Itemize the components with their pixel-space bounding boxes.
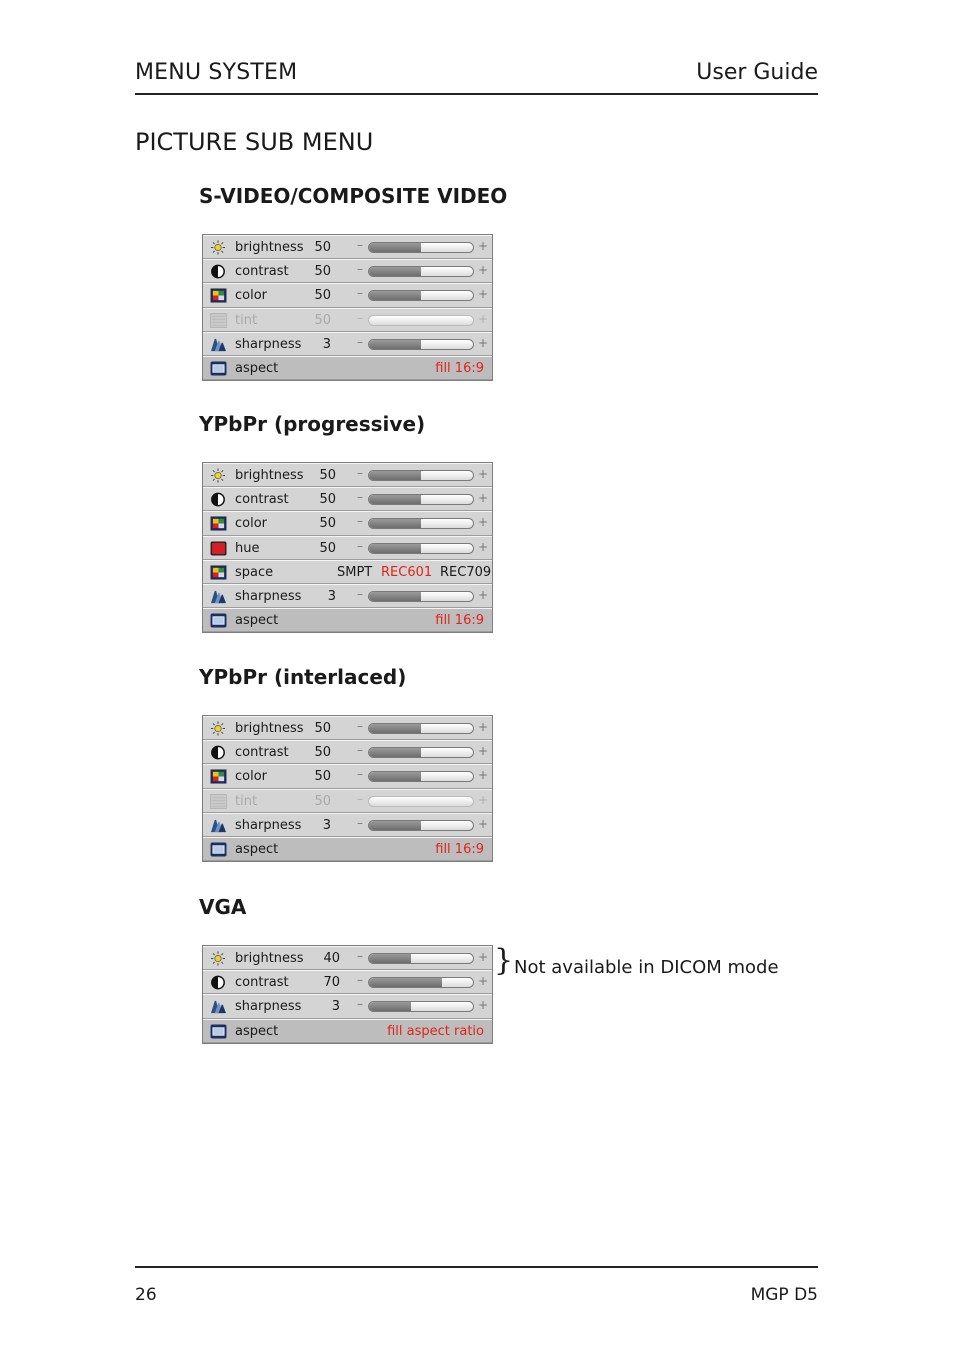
row-value: 50: [319, 492, 336, 508]
plus-glyph: +: [478, 950, 489, 964]
menu-row-contrast[interactable]: [203, 259, 492, 283]
menu-row-brightness[interactable]: [203, 463, 492, 487]
row-label: sharpness: [235, 588, 302, 604]
sun-icon: [210, 951, 226, 966]
aspect-icon: [210, 1024, 226, 1039]
minus-glyph: –: [357, 538, 363, 553]
slider-fill: [369, 748, 421, 757]
slider-fill: [369, 592, 421, 601]
minus-glyph: –: [357, 815, 363, 830]
menu-row-brightness[interactable]: [203, 946, 492, 970]
row-value: 70: [323, 975, 340, 991]
slider-track[interactable]: [368, 290, 474, 301]
plus-glyph: +: [478, 335, 489, 350]
hue-icon: [210, 541, 226, 556]
plus-glyph: +: [478, 467, 489, 481]
menu-row-color[interactable]: [203, 511, 492, 535]
minus-glyph: –: [357, 286, 363, 301]
slider-track[interactable]: [368, 953, 474, 964]
contrast-icon: [210, 492, 226, 507]
aspect-setting[interactable]: fill 16:9: [435, 613, 484, 629]
minus-glyph: –: [357, 586, 363, 601]
sun-icon: [210, 468, 226, 483]
row-label: tint: [235, 312, 258, 328]
menu-row-space[interactable]: [203, 560, 492, 584]
footer-product: MGP D5: [750, 1285, 818, 1305]
plus-glyph: +: [478, 998, 489, 1013]
plus-glyph: +: [478, 539, 489, 554]
menu-ypbpr-progressive: [202, 462, 493, 633]
header-section-label: MENU SYSTEM: [135, 60, 298, 85]
slider-fill: [369, 243, 421, 252]
contrast-icon: [210, 745, 226, 760]
slider-fill: [369, 954, 411, 963]
menu-row-color[interactable]: [203, 283, 492, 307]
menu-row-aspect[interactable]: [203, 356, 492, 380]
row-label: brightness: [235, 468, 304, 483]
sharpness-icon: [210, 337, 226, 352]
minus-glyph: –: [357, 334, 363, 349]
tint-icon: [210, 794, 226, 809]
row-label: aspect: [235, 360, 279, 376]
row-value: 3: [331, 999, 340, 1015]
slider-fill: [369, 821, 421, 830]
minus-glyph: –: [357, 238, 363, 252]
slider-track[interactable]: [368, 242, 474, 253]
header-rule: [135, 93, 818, 95]
minus-glyph: –: [357, 310, 363, 325]
contrast-icon: [210, 264, 226, 279]
row-value: 50: [314, 312, 331, 328]
slider-fill: [369, 471, 421, 480]
row-value: 50: [314, 240, 331, 255]
color-icon: [210, 288, 226, 303]
menu-row-color[interactable]: [203, 764, 492, 788]
slider-fill: [369, 544, 421, 553]
row-label: contrast: [235, 264, 289, 280]
minus-glyph: –: [357, 262, 363, 277]
minus-glyph: –: [357, 973, 363, 988]
row-value: 40: [323, 951, 340, 966]
aspect-setting[interactable]: fill 16:9: [435, 841, 484, 857]
menu-row-aspect[interactable]: [203, 1019, 492, 1043]
sun-icon: [210, 240, 226, 255]
plus-glyph: +: [478, 816, 489, 831]
row-value: 50: [314, 793, 331, 809]
slider-fill: [369, 724, 421, 733]
row-label: space: [235, 564, 274, 580]
sharpness-icon: [210, 818, 226, 833]
minus-glyph: –: [357, 514, 363, 529]
slider-track[interactable]: [368, 747, 474, 758]
slider-fill: [369, 1002, 411, 1011]
row-label: contrast: [235, 492, 289, 508]
slider-track[interactable]: [368, 470, 474, 481]
dicom-note: Not available in DICOM mode: [514, 957, 779, 978]
slider-track[interactable]: [368, 771, 474, 782]
slider-track: [368, 315, 474, 326]
row-label: contrast: [235, 745, 289, 761]
row-value: 50: [319, 516, 336, 532]
space-option[interactable]: REC601: [381, 564, 433, 580]
color-icon: [210, 769, 226, 784]
row-label: brightness: [235, 721, 304, 736]
menu-row-brightness[interactable]: [203, 235, 492, 259]
section-title-vga: VGA: [199, 895, 247, 919]
plus-glyph: +: [478, 239, 489, 253]
slider-track[interactable]: [368, 266, 474, 277]
row-label: brightness: [235, 240, 304, 255]
row-value: 50: [314, 288, 331, 304]
plus-glyph: +: [478, 263, 489, 278]
slider-track[interactable]: [368, 1001, 474, 1012]
slider-track[interactable]: [368, 977, 474, 988]
row-value: 3: [322, 336, 331, 352]
slider-track[interactable]: [368, 339, 474, 350]
color-icon: [210, 516, 226, 531]
plus-glyph: +: [478, 792, 489, 807]
row-label: color: [235, 516, 268, 532]
aspect-icon: [210, 613, 226, 628]
section-title-svideo: S-VIDEO/COMPOSITE VIDEO: [199, 184, 508, 208]
plus-glyph: +: [478, 515, 489, 530]
section-title-ypbpr-interlaced: YPbPr (interlaced): [199, 665, 407, 689]
minus-glyph: –: [357, 719, 363, 733]
plus-glyph: +: [478, 311, 489, 326]
menu-row-contrast[interactable]: [203, 740, 492, 764]
plus-glyph: +: [478, 974, 489, 989]
color-icon: [210, 565, 226, 580]
slider-track[interactable]: [368, 820, 474, 831]
row-label: aspect: [235, 841, 279, 857]
plus-glyph: +: [478, 587, 489, 602]
menu-row-hue[interactable]: [203, 536, 492, 560]
row-value: 50: [314, 769, 331, 785]
row-label: sharpness: [235, 336, 302, 352]
aspect-icon: [210, 361, 226, 376]
plus-glyph: +: [478, 491, 489, 506]
row-label: hue: [235, 540, 260, 556]
minus-glyph: –: [357, 743, 363, 758]
row-label: tint: [235, 793, 258, 809]
slider-track[interactable]: [368, 518, 474, 529]
brace-glyph: }: [494, 943, 514, 978]
menu-row-aspect[interactable]: [203, 837, 492, 861]
tint-icon: [210, 313, 226, 328]
minus-glyph: –: [357, 466, 363, 480]
row-value: 50: [314, 264, 331, 280]
minus-glyph: –: [357, 997, 363, 1012]
row-value: 50: [319, 540, 336, 556]
slider-fill: [369, 267, 421, 276]
row-label: aspect: [235, 613, 279, 629]
row-label: aspect: [235, 1023, 279, 1039]
row-label: sharpness: [235, 999, 302, 1015]
row-label: contrast: [235, 975, 289, 991]
row-value: 50: [319, 468, 336, 483]
footer-page-number: 26: [135, 1285, 157, 1305]
plus-glyph: +: [478, 720, 489, 734]
page-title: PICTURE SUB MENU: [135, 128, 374, 156]
minus-glyph: –: [357, 490, 363, 505]
menu-ypbpr-interlaced: [202, 715, 493, 862]
aspect-icon: [210, 842, 226, 857]
menu-row-tint: [203, 308, 492, 332]
row-label: sharpness: [235, 817, 302, 833]
space-option[interactable]: REC709: [440, 564, 492, 580]
space-option[interactable]: SMPT: [337, 564, 373, 580]
aspect-setting[interactable]: fill aspect ratio: [387, 1023, 484, 1039]
menu-row-sharpness[interactable]: [203, 332, 492, 356]
slider-track[interactable]: [368, 723, 474, 734]
menu-row-contrast[interactable]: [203, 487, 492, 511]
row-value: 50: [314, 721, 331, 736]
minus-glyph: –: [357, 767, 363, 782]
menu-svideo: [202, 234, 493, 381]
footer-rule: [135, 1266, 818, 1268]
menu-row-sharpness[interactable]: [203, 813, 492, 837]
menu-row-sharpness[interactable]: [203, 584, 492, 608]
row-value: 50: [314, 745, 331, 761]
row-label: color: [235, 769, 268, 785]
plus-glyph: +: [478, 287, 489, 302]
sharpness-icon: [210, 999, 226, 1014]
menu-vga: [202, 945, 493, 1044]
menu-row-aspect[interactable]: [203, 608, 492, 632]
menu-row-contrast[interactable]: [203, 970, 492, 994]
slider-fill: [369, 978, 442, 987]
slider-track[interactable]: [368, 591, 474, 602]
slider-fill: [369, 772, 421, 781]
header-doc-title: User Guide: [696, 60, 818, 85]
section-title-ypbpr-progressive: YPbPr (progressive): [199, 412, 426, 436]
slider-track[interactable]: [368, 543, 474, 554]
sun-icon: [210, 721, 226, 736]
menu-row-sharpness[interactable]: [203, 994, 492, 1018]
slider-track: [368, 796, 474, 807]
menu-row-brightness[interactable]: [203, 716, 492, 740]
row-label: color: [235, 288, 268, 304]
sharpness-icon: [210, 589, 226, 604]
slider-fill: [369, 519, 421, 528]
row-label: brightness: [235, 951, 304, 966]
minus-glyph: –: [357, 791, 363, 806]
slider-fill: [369, 340, 421, 349]
slider-fill: [369, 495, 421, 504]
row-value: 3: [322, 817, 331, 833]
contrast-icon: [210, 975, 226, 990]
aspect-setting[interactable]: fill 16:9: [435, 360, 484, 376]
menu-row-tint: [203, 789, 492, 813]
slider-fill: [369, 291, 421, 300]
plus-glyph: +: [478, 768, 489, 783]
slider-track[interactable]: [368, 494, 474, 505]
plus-glyph: +: [478, 744, 489, 759]
row-value: 3: [327, 588, 336, 604]
minus-glyph: –: [357, 949, 363, 963]
